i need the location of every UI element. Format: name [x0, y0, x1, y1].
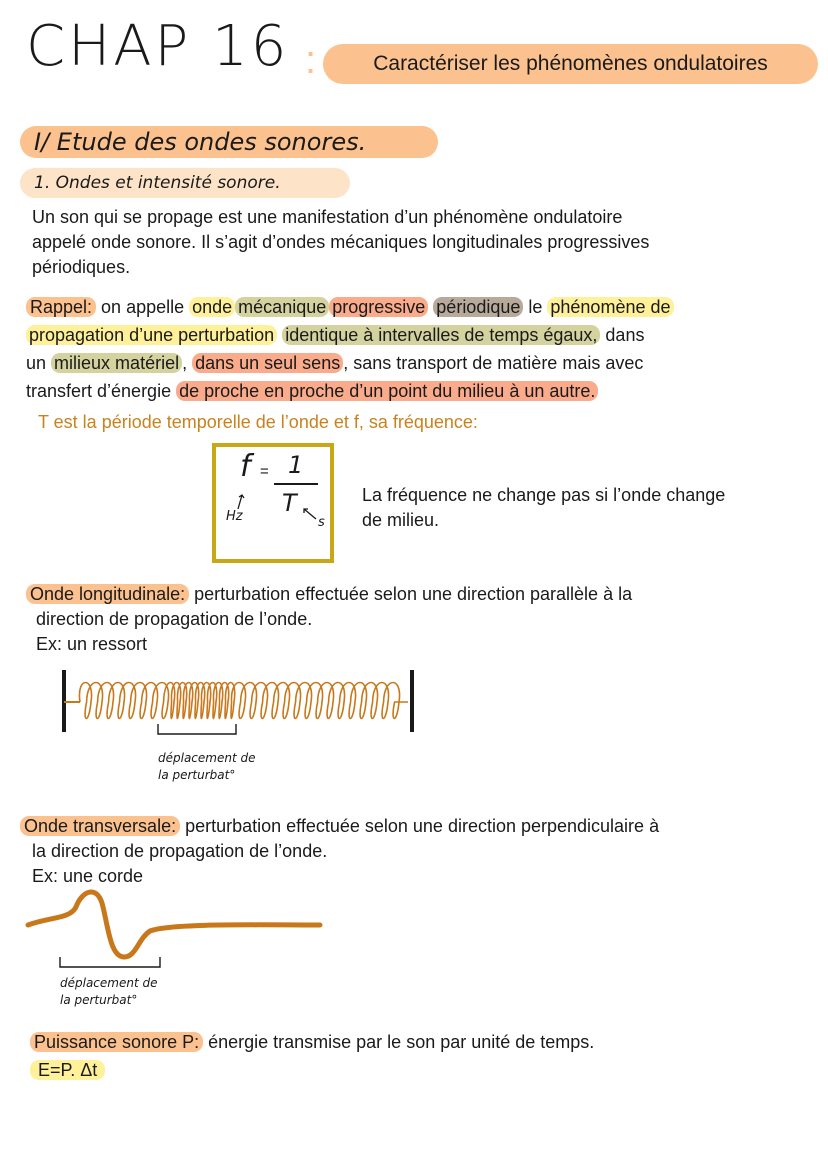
- formula-unit-hz: Hz: [226, 509, 243, 524]
- spring-caption: déplacement de la perturbat°: [158, 751, 256, 782]
- longitudinal-label: Onde longitudinale:: [26, 584, 189, 604]
- spring-coil: [79, 683, 408, 719]
- intro-paragraph: [32, 205, 649, 280]
- rope-wave: [28, 892, 320, 957]
- transversal-label: Onde transversale:: [20, 816, 180, 836]
- transversal-paragraph: Onde transversale: perturbation effectuée selon une direction perpendiculaire à la direction de propagation de l’onde. Ex: une corde: [20, 814, 659, 889]
- formula-equals: =: [260, 463, 269, 480]
- spring-bracket: [158, 724, 236, 734]
- rope-bracket: [60, 957, 160, 967]
- frequency-note: [362, 483, 725, 533]
- formula-unit-s: s: [318, 515, 325, 530]
- hl-onde: onde: [189, 297, 235, 317]
- spring-drawing: [50, 662, 430, 742]
- power-paragraph: Puissance sonore P: énergie transmise par le son par unité de temps.: [30, 1030, 594, 1055]
- frequency-formula-box: [212, 443, 334, 563]
- power-formula-wrap: [30, 1058, 105, 1083]
- longitudinal-paragraph: Onde longitudinale: perturbation effectuée selon une direction parallèle à la direction de propagation de l’onde. Ex: un ressort: [26, 582, 632, 657]
- hl-proche: de proche en proche d’un point du milieu à un autre.: [176, 381, 598, 401]
- hl-mecanique: mécanique: [235, 297, 329, 317]
- formula-denominator: T: [282, 489, 297, 517]
- formula-numerator: 1: [288, 451, 304, 479]
- formula-arrows: [216, 447, 330, 559]
- formula-f: f: [240, 449, 251, 484]
- section-title: I/ Etude des ondes sonores.: [20, 126, 438, 158]
- rope-caption: déplacement de la perturbat°: [60, 976, 158, 1007]
- intro-line-2: appelé onde sonore. Il s’agit d’ondes mécaniques longitudinales progressives: [32, 232, 650, 252]
- transversal-example: Ex: une corde: [32, 866, 144, 886]
- chapter-colon: :: [305, 38, 317, 82]
- rappel-label: Rappel:: [26, 297, 96, 317]
- power-label: Puissance sonore P:: [30, 1032, 203, 1052]
- freq-note-line-1: La fréquence ne change pas si l’onde change: [362, 485, 726, 505]
- freq-note-line-2: de milieu.: [362, 510, 440, 530]
- hl-seul-sens: dans un seul sens: [192, 353, 343, 373]
- hl-milieux: milieux matériel: [51, 353, 182, 373]
- chapter-number: CHAP 16: [26, 14, 290, 79]
- period-line: T est la période temporelle de l’onde et f, sa fréquence:: [38, 412, 478, 432]
- hl-phenomene: phénomène de: [547, 297, 673, 317]
- power-formula: E=P. Δt: [30, 1060, 105, 1080]
- intro-line-3: périodiques.: [32, 257, 131, 277]
- intro-line-1: Un son qui se propage est une manifestation d’un phénomène ondulatoire: [32, 207, 623, 227]
- hl-progressive: progressive: [329, 297, 428, 317]
- rappel-paragraph: Rappel: on appelle onde mécanique progressive périodique le phénomène de propagation d’une perturbation identique à intervalles de temps égaux, dans un milieux matériel , dans un seul sens , sans transport de matière mais avec transfert d’énergie de proche en proche d’un point du milieu à un autre.: [26, 293, 816, 405]
- hl-propagation: propagation d’une perturbation: [26, 325, 277, 345]
- chapter-title: Caractériser les phénomènes ondulatoires: [323, 44, 818, 84]
- longitudinal-example: Ex: un ressort: [36, 634, 148, 654]
- subsection-title: 1. Ondes et intensité sonore.: [20, 168, 350, 198]
- rope-drawing: [20, 885, 330, 985]
- hl-identique: identique à intervalles de temps égaux,: [282, 325, 600, 345]
- hl-periodique: périodique: [433, 297, 523, 317]
